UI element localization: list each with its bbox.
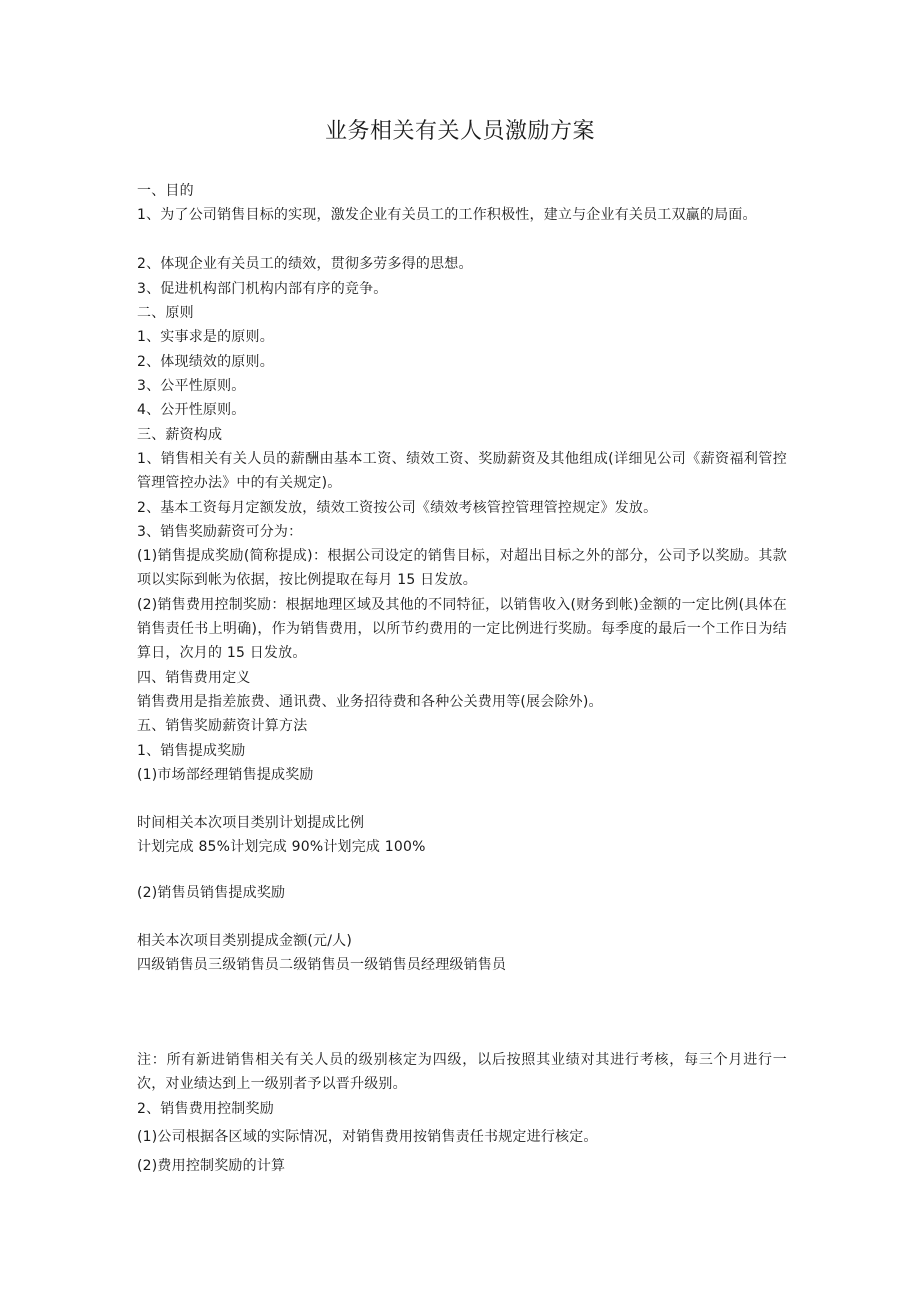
paragraph: 4、公开性原则。 (137, 402, 246, 418)
paragraph: 3、促进机构部门机构内部有序的竞争。 (137, 281, 388, 297)
paragraph: (2)销售员销售提成奖励 (137, 885, 286, 901)
paragraph: (1)公司根据各区域的实际情况，对销售费用按销售责任书规定进行核定。 (137, 1129, 598, 1145)
section-heading-salary: 三、薪资构成 (137, 427, 223, 443)
paragraph: 1、销售相关有关人员的薪酬由基本工资、绩效工资、奖励薪资及其他组成(详细见公司《薪资福利管控管理管控办法》中的有关规定)。 (137, 451, 787, 491)
note-paragraph: 注：所有新进销售相关有关人员的级别核定为四级，以后按照其业绩对其进行考核，每三个月进行一次，对业绩达到上一级别者予以晋升级别。 (137, 1052, 787, 1092)
section-heading-expense-definition: 四、销售费用定义 (137, 670, 251, 686)
paragraph: 2、体现企业有关员工的绩效，贯彻多劳多得的思想。 (137, 256, 473, 272)
paragraph: 销售费用是指差旅费、通讯费、业务招待费和各种公关费用等(展会除外)。 (137, 694, 603, 710)
section-heading-calculation: 五、销售奖励薪资计算方法 (137, 718, 308, 734)
paragraph: 3、公平性原则。 (137, 378, 246, 394)
table-row: 四级销售员三级销售员二级销售员一级销售员经理级销售员 (137, 957, 507, 973)
paragraph: 1、为了公司销售目标的实现，激发企业有关员工的工作积极性，建立与企业有关员工双赢的局面。 (137, 207, 757, 223)
paragraph: 1、实事求是的原则。 (137, 329, 274, 345)
paragraph: (2)销售费用控制奖励：根据地理区域及其他的不同特征，以销售收入(财务到帐)金额的一定比例(具体在销售责任书上明确)，作为销售费用，以所节约费用的一定比例进行奖励。每季度的最后一个工作日为结算日，次月的 15 日发放。 (137, 597, 787, 661)
paragraph: (1)销售提成奖励(简称提成)：根据公司设定的销售目标，对超出目标之外的部分，公司予以奖励。其款项以实际到帐为依据，按比例提取在每月 15 日发放。 (137, 548, 787, 588)
document-title: 业务相关有关人员激励方案 (324, 119, 595, 144)
table-row: 计划完成 85%计划完成 90%计划完成 100% (137, 839, 426, 855)
paragraph: (2)费用控制奖励的计算 (137, 1158, 286, 1174)
paragraph: 2、销售费用控制奖励 (137, 1101, 274, 1117)
paragraph: 2、体现绩效的原则。 (137, 354, 274, 370)
table-header: 时间相关本次项目类别计划提成比例 (137, 815, 365, 831)
section-heading-principles: 二、原则 (137, 305, 194, 321)
paragraph: 1、销售提成奖励 (137, 743, 246, 759)
section-heading-purpose: 一、目的 (137, 183, 194, 199)
paragraph: 3、销售奖励薪资可分为： (137, 524, 303, 540)
table-header: 相关本次项目类别提成金额(元/人) (137, 933, 353, 949)
paragraph: 2、基本工资每月定额发放，绩效工资按公司《绩效考核管控管理管控规定》发放。 (137, 500, 658, 516)
paragraph: (1)市场部经理销售提成奖励 (137, 767, 314, 783)
